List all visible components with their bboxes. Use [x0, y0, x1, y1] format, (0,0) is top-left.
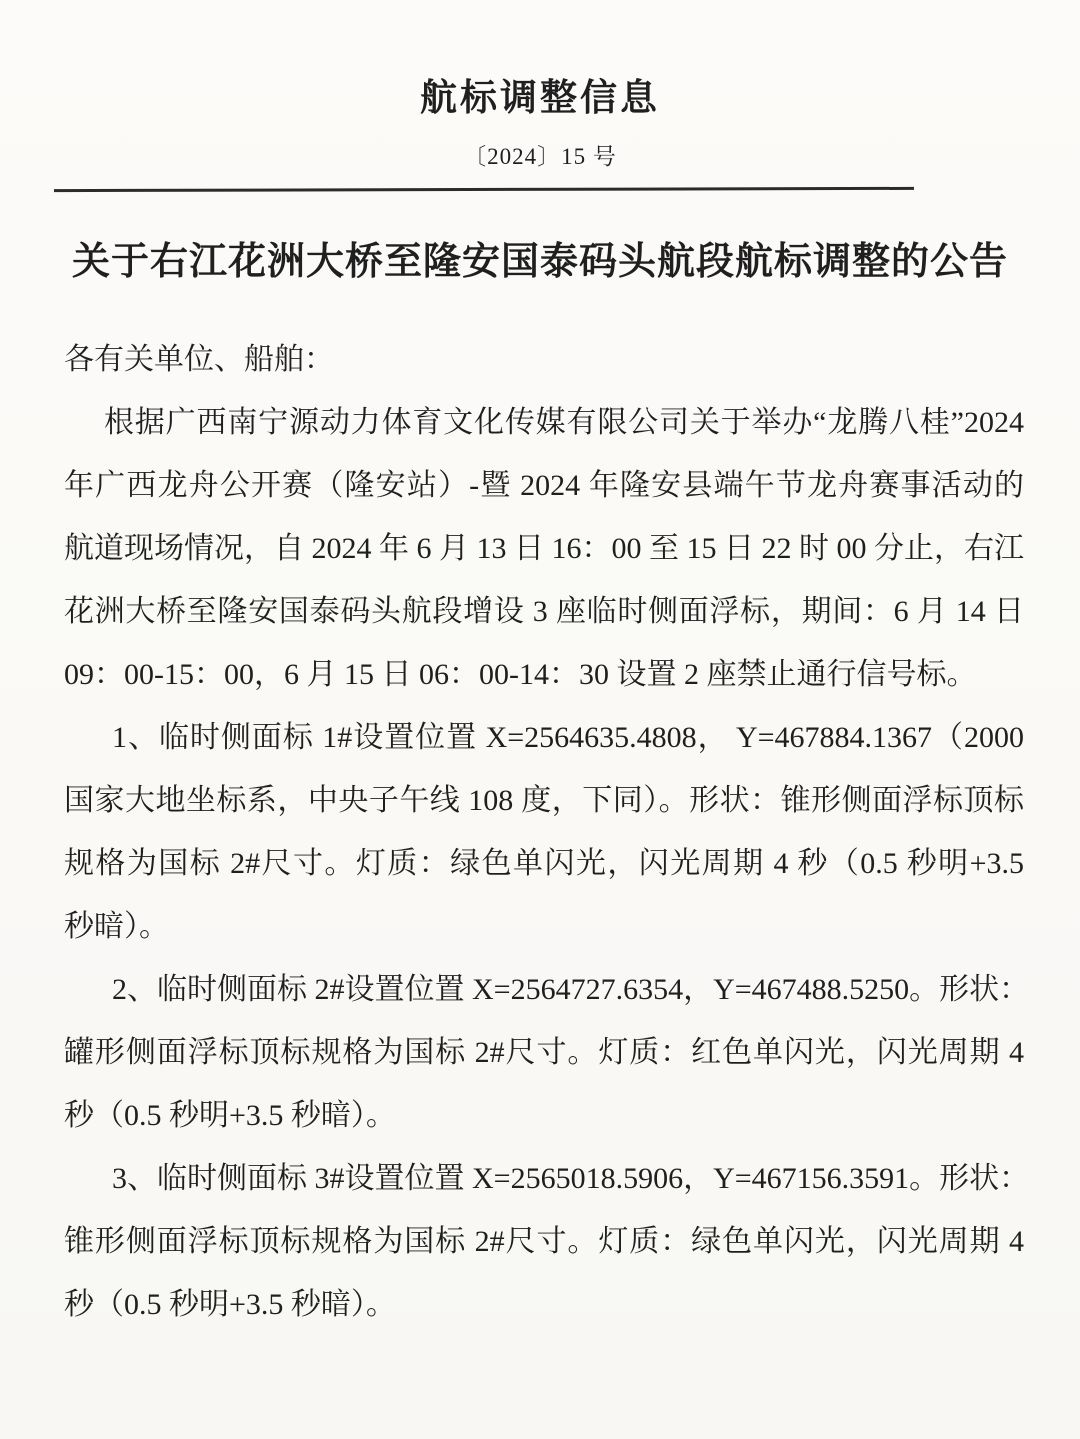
paragraph-1-line-5: 09：00-15：00，6 月 15 日 06：00-14：30 设置 2 座禁止通行信号标。: [64, 658, 977, 691]
buoy-1-line-1: 1、临时侧面标 1#设置位置 X=2564635.4808， Y=467884.1367（2000: [112, 721, 1024, 754]
document-number: 〔2024〕15 号: [463, 144, 617, 169]
paragraph-1-line-1: 根据广西南宁源动力体育文化传媒有限公司关于举办“龙腾八桂”2024: [104, 406, 1024, 439]
notice-heading: 关于右江花洲大桥至隆安国泰码头航段航标调整的公告: [71, 241, 1008, 283]
buoy-1-line-3: 规格为国标 2#尺寸。灯质：绿色单闪光，闪光周期 4 秒（0.5 秒明+3.5: [64, 847, 1024, 880]
buoy-2-line-1: 2、临时侧面标 2#设置位置 X=2564727.6354，Y=467488.5250。形状：: [112, 973, 1030, 1006]
buoy-2-line-3: 秒（0.5 秒明+3.5 秒暗）。: [64, 1099, 396, 1132]
buoy-1-line-4: 秒暗）。: [64, 910, 169, 943]
document-title: 航标调整信息: [420, 78, 660, 119]
notice-body: [64, 328, 1030, 1336]
salutation-line: 各有关单位、船舶：: [64, 343, 334, 376]
buoy-3-line-2: 锥形侧面浮标顶标规格为国标 2#尺寸。灯质：绿色单闪光，闪光周期 4: [64, 1225, 1024, 1258]
paragraph-1-line-3: 航道现场情况，自 2024 年 6 月 13 日 16：00 至 15 日 22 时 00 分止，右江: [64, 532, 1024, 565]
buoy-3-line-3: 秒（0.5 秒明+3.5 秒暗）。: [64, 1288, 396, 1321]
paragraph-1-line-4: 花洲大桥至隆安国泰码头航段增设 3 座临时侧面浮标，期间：6 月 14 日: [64, 595, 1024, 628]
buoy-1-line-2: 国家大地坐标系，中央子午线 108 度，下同）。形状：锥形侧面浮标顶标: [64, 784, 1024, 817]
header-divider-rule: [54, 187, 914, 192]
paragraph-1-line-2: 年广西龙舟公开赛（隆安站）-暨 2024 年隆安县端午节龙舟赛事活动的: [64, 469, 1024, 502]
buoy-2-line-2: 罐形侧面浮标顶标规格为国标 2#尺寸。灯质：红色单闪光，闪光周期 4: [64, 1036, 1024, 1069]
buoy-3-line-1: 3、临时侧面标 3#设置位置 X=2565018.5906，Y=467156.3591。形状：: [112, 1162, 1030, 1195]
